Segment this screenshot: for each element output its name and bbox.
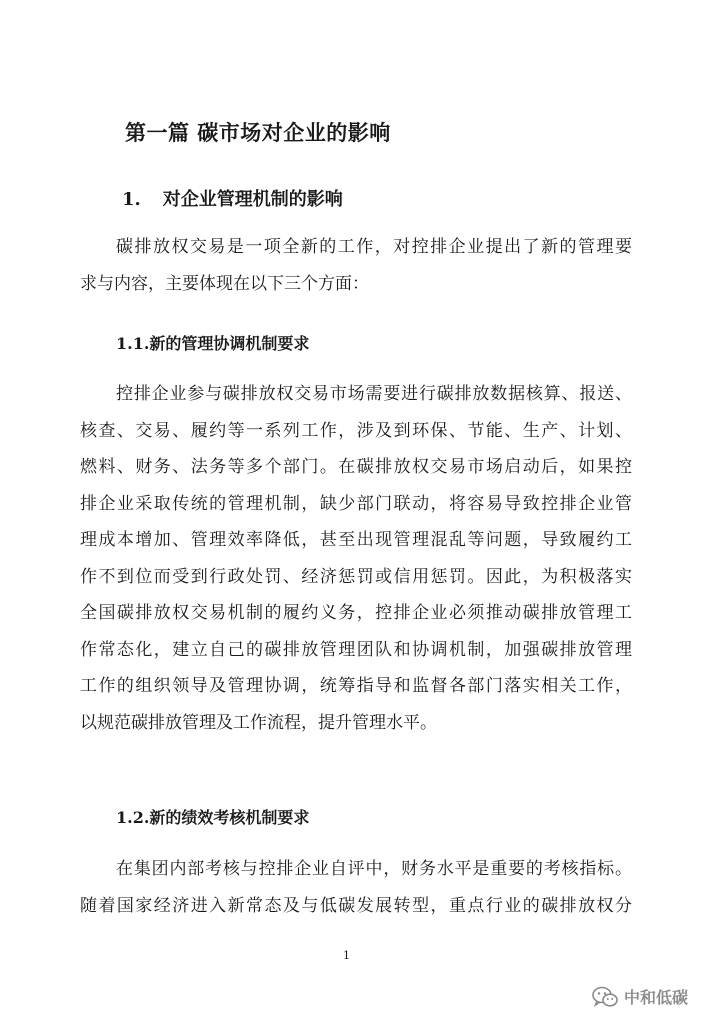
section-heading: [122, 185, 343, 211]
part-title: 第一篇 碳市场对企业的影响: [125, 120, 391, 145]
watermark: [592, 985, 688, 1008]
wechat-icon: [592, 986, 618, 1008]
paragraph-line: 工作的组织领导及管理协调，统筹指导和监督各部门落实相关工作，: [80, 676, 632, 696]
subsection-1-2-paragraph: [80, 851, 632, 924]
paragraph-line: 控排企业参与碳排放权交易市场需要进行碳排放数据核算、报送、: [116, 384, 632, 404]
paragraph-line: 作常态化，建立自己的碳排放管理团队和协调机制，加强碳排放管理: [80, 639, 632, 660]
paragraph-line: 以规范碳排放管理及工作流程，提升管理水平。: [80, 712, 437, 733]
section-number: 1.: [122, 189, 141, 210]
subsection-1-1-paragraph: [80, 376, 632, 741]
subsection-title-1-1: 1.1.新的管理协调机制要求: [116, 334, 310, 353]
subsection-title-1-2: 1.2.新的绩效考核机制要求: [116, 808, 310, 827]
paragraph-line: 随着国家经济进入新常态及与低碳发展转型，重点行业的碳排放权分: [80, 895, 632, 916]
paragraph-line: 排企业采取传统的管理机制，缺少部门联动，将容易导致控排企业管: [80, 493, 632, 514]
paragraph-line: 碳排放权交易是一项全新的工作，对控排企业提出了新的管理要: [116, 237, 632, 257]
paragraph-line: 求与内容，主要体现在以下三个方面：: [80, 273, 369, 294]
page-number: 1: [343, 949, 350, 962]
paragraph-line: 全国碳排放权交易机制的履约义务，控排企业必须推动碳排放管理工: [80, 603, 632, 623]
paragraph-line: 在集团内部考核与控排企业自评中，财务水平是重要的考核指标。: [116, 859, 632, 879]
watermark-text: 中和低碳: [624, 988, 689, 1007]
intro-paragraph: [80, 229, 632, 302]
paragraph-line: 燃料、财务、法务等多个部门。在碳排放权交易市场启动后，如果控: [80, 457, 632, 477]
paragraph-line: 理成本增加、管理效率降低，甚至出现管理混乱等问题，导致履约工: [80, 530, 632, 550]
section-title: 对企业管理机制的影响: [162, 189, 343, 210]
paragraph-line: 作不到位而受到行政处罚、经济惩罚或信用惩罚。因此，为积极落实: [80, 566, 632, 587]
paragraph-line: 核查、交易、履约等一系列工作，涉及到环保、节能、生产、计划、: [80, 420, 632, 441]
